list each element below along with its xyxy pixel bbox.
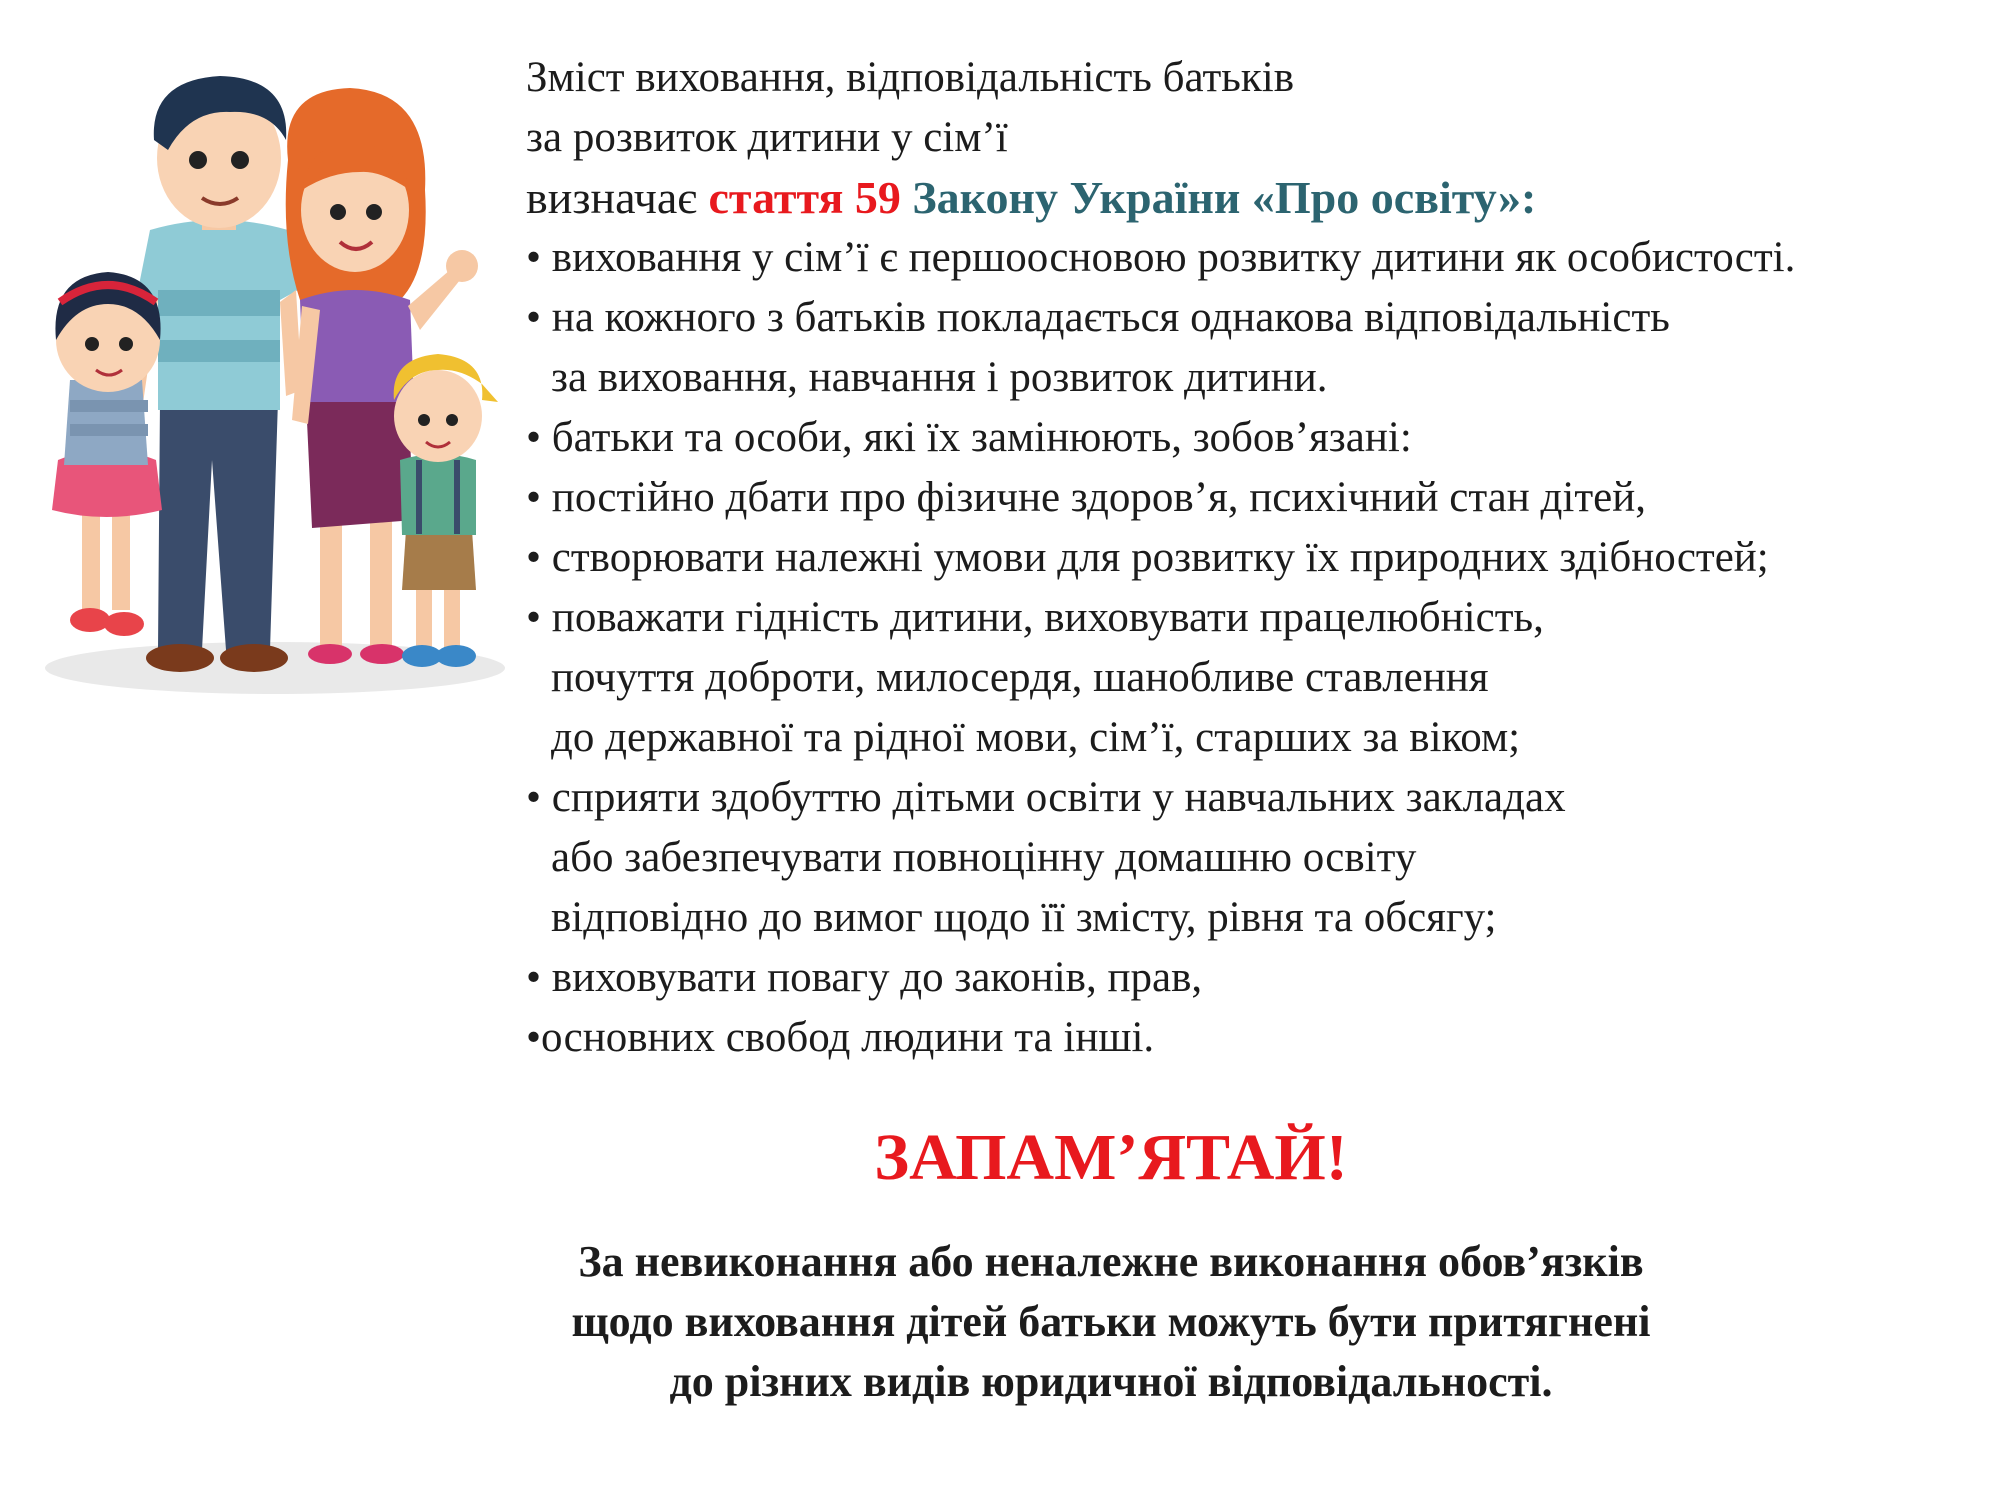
article-text [526,48,1996,1068]
intro-prefix: визначає [526,172,709,223]
girl-figure [52,272,162,636]
intro-line-1: Зміст виховання, відповідальність батьків [526,54,1295,101]
boy-figure [394,354,498,667]
list-item: • батьки та особи, які їх замінюють, зобов’язані: [526,414,1412,461]
warning-line: щодо виховання дітей батьки можуть бути притягнені [571,1297,1651,1346]
intro-line-3 [526,168,1996,228]
remember-heading: ЗАПАМ’ЯТАЙ! [874,1121,1348,1194]
list-item: • виховувати повагу до законів, прав, [526,954,1203,1001]
warning-line: до різних видів юридичної відповідальності. [669,1357,1553,1406]
law-reference: Закону України «Про освіту»: [900,172,1537,223]
list-item-continuation: за виховання, навчання і розвиток дитини. [551,354,1328,401]
father-figure [126,76,302,672]
list-item: • на кожного з батьків покладається однакова відповідальність [526,294,1670,341]
list-item: •основних свобод людини та інші. [526,1014,1155,1061]
list-item: • поважати гідність дитини, виховувати працелюбність, [526,594,1544,641]
list-item: • створювати належні умови для розвитку їх природних здібностей; [526,534,1769,581]
list-item: • сприяти здобуттю дітьми освіти у навчальних закладах [526,774,1566,821]
list-item: • постійно дбати про фізичне здоров’я, психічний стан дітей, [526,474,1646,521]
list-item-continuation: до державної та рідної мови, сім’ї, старших за віком; [551,714,1521,761]
list-item-continuation: відповідно до вимог щодо її змісту, рівня та обсягу; [551,894,1497,941]
article-reference: стаття 59 [708,172,901,223]
family-illustration-icon [30,40,520,700]
warning-line: За невиконання або неналежне виконання обов’язків [578,1237,1644,1286]
list-item: • виховання у сім’ї є першоосновою розвитку дитини як особистості. [526,234,1796,281]
warning-text [526,1232,1696,1412]
list-item-continuation: почуття доброти, милосердя, шанобливе ставлення [551,654,1489,701]
intro-line-2: за розвиток дитини у сім’ї [526,114,1008,161]
list-item-continuation: або забезпечувати повноцінну домашню освіту [551,834,1417,881]
